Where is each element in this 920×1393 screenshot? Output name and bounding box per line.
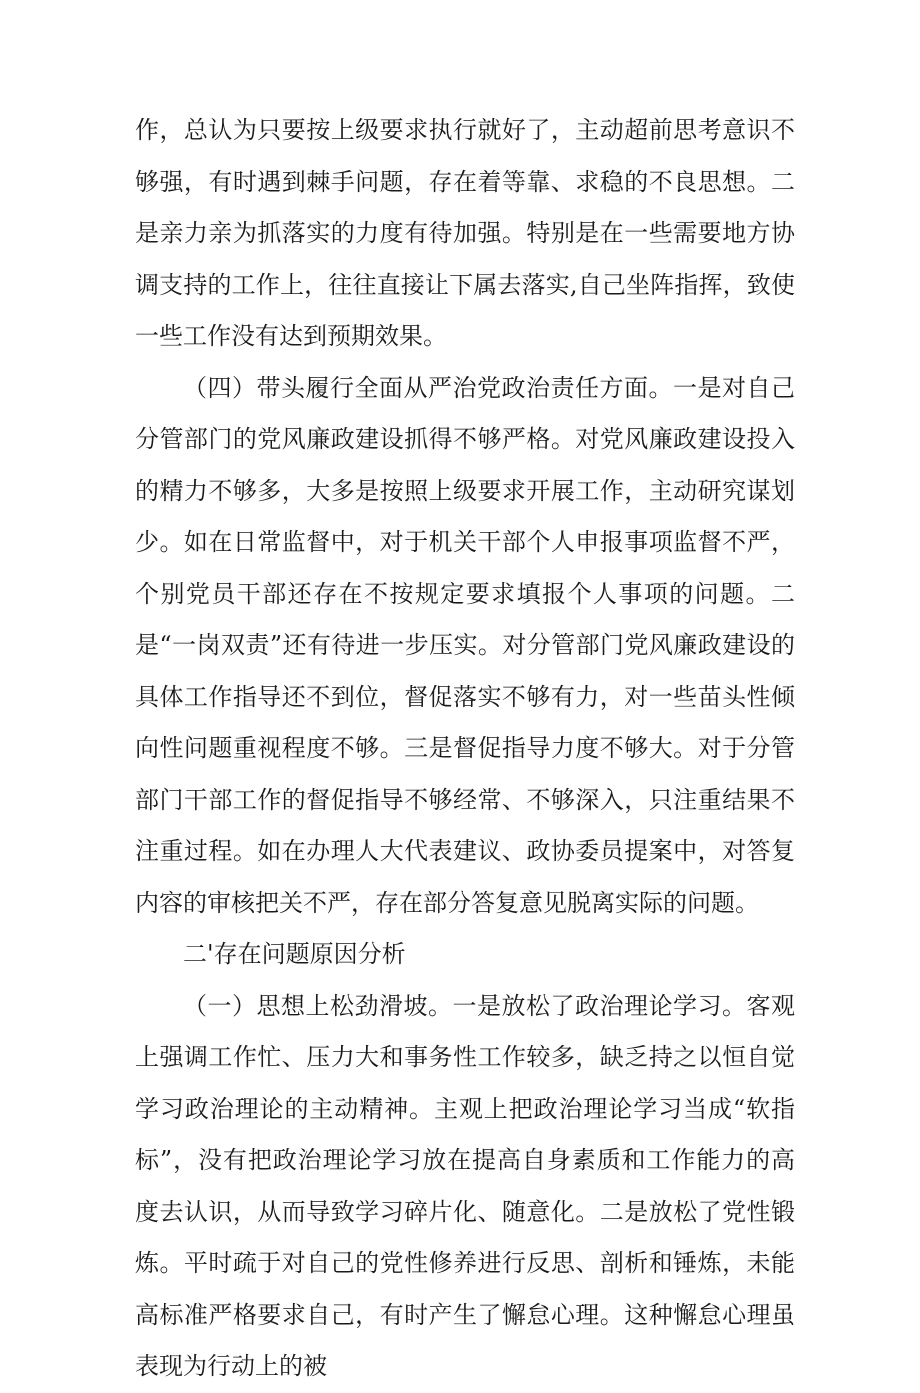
paragraph-thought-slack: （一）思想上松劲滑坡。一是放松了政治理论学习。客观上强调工作忙、压力大和事务性工作较多，缺乏持之以恒自觉学习政治理论的主动精神。主观上把政治理论学习当成“软指标”，没有把政治理论学习放在提高自身素质和工作能力的高度去认识，从而导致学习碎片化、随意化。二是放松了党性锻炼。平时疏于对自己的党性修养进行反思、剖析和锤炼，未能高标准严格要求自己，有时产生了懈怠心理。这种懈怠心理虽表现为行动上的被 — [135, 991, 795, 1380]
paragraph-continuation: 作，总认为只要按上级要求执行就好了，主动超前思考意识不够强，有时遇到棘手问题，存在着等靠、求稳的不良思想。二是亲力亲为抓落实的力度有待加强。特别是在一些需要地方协调支持的工作上，往往直接让下属去落实,自己坐阵指挥，致使一些工作没有达到预期效果。 — [135, 116, 795, 350]
paragraph-section-four: （四）带头履行全面从严治党政治责任方面。一是对自己分管部门的党风廉政建设抓得不够严格。对党风廉政建设投入的精力不够多，大多是按照上级要求开展工作，主动研究谋划少。如在日常监督中，对于机关干部个人申报事项监督不严，个别党员干部还存在不按规定要求填报个人事项的问题。二是“一岗双责”还有待进一步压实。对分管部门党风廉政建设的具体工作指导还不到位，督促落实不够有力，对一些苗头性倾向性问题重视程度不够。三是督促指导力度不够大。对于分管部门干部工作的督促指导不够经常、不够深入，只注重结果不注重过程。如在办理人大代表建议、政协委员提案中，对答复内容的审核把关不严，存在部分答复意见脱离实际的问题。 — [135, 373, 795, 917]
section-heading-cause-analysis: 二'存在问题原因分析 — [183, 940, 406, 968]
document-body — [135, 105, 795, 1393]
